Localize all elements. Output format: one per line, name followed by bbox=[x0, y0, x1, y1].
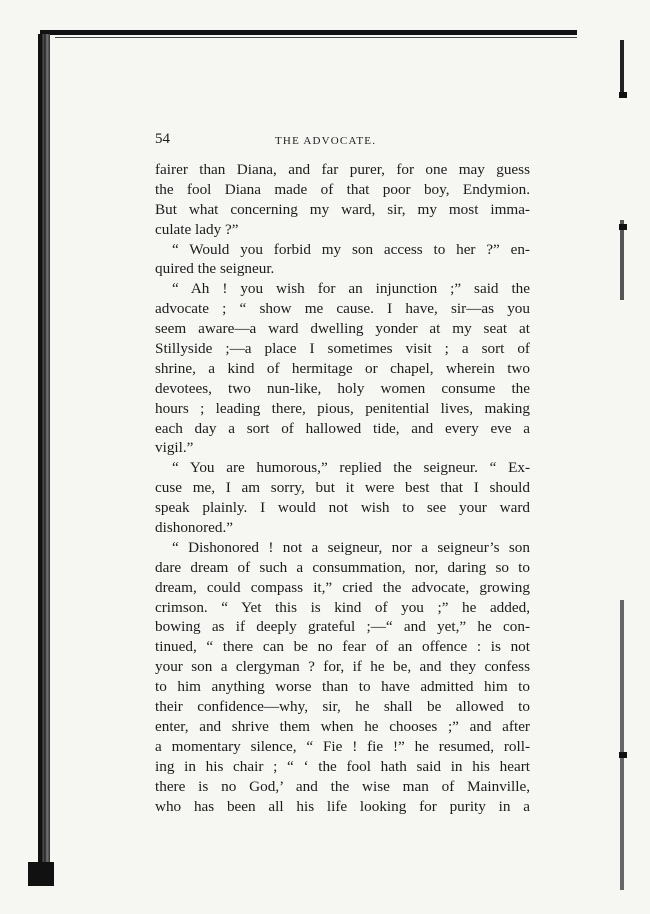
text-line: your son a clergyman ? for, if he be, and they confess bbox=[155, 658, 530, 676]
text-line: vigil.” bbox=[155, 439, 194, 457]
text-line: seem aware—a ward dwelling yonder at my seat at bbox=[155, 320, 530, 338]
text-line: each day a sort of hallowed tide, and every eve a bbox=[155, 419, 530, 437]
text-line: Stillyside ;—a place I sometimes visit ; a sort of bbox=[155, 340, 530, 358]
text-line: culate lady ?” bbox=[155, 220, 239, 238]
text-line: shrine, a kind of hermitage or chapel, wherein two bbox=[155, 359, 530, 377]
right-edge-mark bbox=[619, 752, 627, 758]
text-line: dream, could compass it,” cried the advocate, growing bbox=[155, 578, 530, 596]
text-line: fairer than Diana, and far purer, for one may guess bbox=[155, 161, 530, 178]
text-line: cuse me, I am sorry, but it were best that I should bbox=[155, 479, 530, 497]
right-edge-mark bbox=[619, 92, 627, 98]
text-line: who has been all his life looking for purity in a bbox=[155, 797, 530, 815]
page-top-inner-rule bbox=[55, 37, 577, 38]
book-spine-corner bbox=[28, 862, 54, 886]
book-spine-shadow bbox=[38, 34, 50, 884]
text-line: the fool Diana made of that poor boy, Endymion. bbox=[155, 180, 530, 198]
body-text bbox=[155, 160, 530, 816]
text-line: dare dream of such a consummation, nor, daring so to bbox=[155, 558, 530, 576]
text-line: bowing as if deeply grateful ;—“ and yet,” he con- bbox=[155, 618, 530, 636]
text-line: enter, and shrive them when he chooses ;” and after bbox=[155, 717, 530, 735]
right-page-edge bbox=[620, 40, 624, 890]
text-line: their confidence—why, sir, he shall be allowed to bbox=[155, 698, 530, 716]
text-line: there is no God,’ and the wise man of Mainville, bbox=[155, 777, 530, 795]
text-line: quired the seigneur. bbox=[155, 260, 275, 278]
text-line: “ Would you forbid my son access to her ?” en- bbox=[172, 240, 530, 258]
text-line: “ Ah ! you wish for an injunction ;” said the bbox=[172, 280, 530, 298]
page-top-border bbox=[40, 30, 577, 35]
text-line: a momentary silence, “ Fie ! fie !” he resumed, roll- bbox=[155, 737, 530, 755]
text-line: “ You are humorous,” replied the seigneur. “ Ex- bbox=[172, 459, 530, 477]
text-line: devotees, two nun-like, holy women consume the bbox=[155, 379, 530, 397]
page-header bbox=[155, 131, 530, 151]
page-number: 54 bbox=[155, 131, 170, 147]
text-line: But what concerning my ward, sir, my most imma- bbox=[155, 200, 530, 218]
text-line: ing in his chair ; “ ‘ the fool hath said in his heart bbox=[155, 757, 530, 775]
text-line: crimson. “ Yet this is kind of you ;” he added, bbox=[155, 598, 530, 616]
text-line: tinued, “ there can be no fear of an offence : is not bbox=[155, 638, 530, 656]
text-line: hours ; leading there, pious, penitential lives, making bbox=[155, 399, 530, 417]
text-line: speak plainly. I would not wish to see your ward bbox=[155, 499, 530, 517]
text-line: to him anything worse than to have admitted him to bbox=[155, 678, 530, 696]
text-line: advocate ; “ show me cause. I have, sir—as you bbox=[155, 300, 530, 318]
right-edge-mark bbox=[619, 224, 627, 230]
text-line: “ Dishonored ! not a seigneur, nor a seigneur’s son bbox=[172, 538, 530, 556]
text-line: dishonored.” bbox=[155, 519, 234, 537]
running-title: THE ADVOCATE. bbox=[275, 135, 377, 147]
